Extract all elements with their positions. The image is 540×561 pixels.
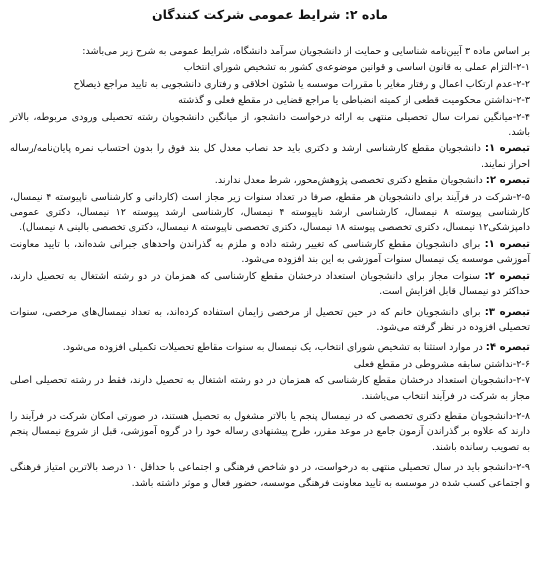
note-heading: تبصره ۱: xyxy=(484,238,530,250)
note-b-3 xyxy=(10,305,530,336)
document-body xyxy=(10,44,530,491)
clause-text: نداشتن سابقه مشروطی در مقطع فعلی xyxy=(353,358,513,370)
note-heading: تبصره ۱: xyxy=(484,143,531,155)
clause-number: ۲-۴- xyxy=(512,111,530,123)
note-b-4 xyxy=(10,340,530,355)
clause-text: دانشجویان استعداد درخشان مقطع کارشناسی که همزمان در دو رشته اشتغال به تحصیل دارند، فقط در رشته تحصیلی اصلی مجاز به شرکت در فرآیند انتخاب می‌باشند. xyxy=(10,375,530,402)
note-text: برای دانشجویان مقطع کارشناسی که تغییر رشته داده و ملزم به گذراندن واحدهای جبرانی شده‌اند، با تایید معاونت آموزشی موسسه یک نیمسال سنوات آموزشی به این بند افزوده می‌شود. xyxy=(10,238,530,266)
clause-2-4 xyxy=(10,110,530,141)
clause-2-5 xyxy=(10,190,530,236)
note-heading: تبصره ۳: xyxy=(484,306,530,318)
note-a-1 xyxy=(10,141,530,172)
clause-2-1 xyxy=(10,60,530,75)
note-text: دانشجویان مقطع دکتری تخصصی پژوهش‌محور، شرط معدل ندارند. xyxy=(214,175,483,187)
note-text: در موارد استثنا به تشخیص شورای انتخاب، یک نیمسال به سنوات مقاطع تحصیلات تکمیلی افزوده می‌شود. xyxy=(62,342,483,354)
clause-text: دانشجو باید در سال تحصیلی منتهی به درخواست، در دو شاخص فرهنگی و اجتماعی با حداقل ۱۰ درصد بالاترین امتیاز فرهنگی و اجتماعی کسب شده در موسسه به تایید معاونت فرهنگی موسسه، حضور فعال و موثر داشته باشد. xyxy=(10,462,530,489)
clause-number: ۲-۲- xyxy=(512,78,530,90)
clause-2-2 xyxy=(10,77,530,92)
clause-number: ۲-۷- xyxy=(512,375,530,387)
clause-text: دانشجویان مقطع دکتری تخصصی که در نیمسال پنجم یا بالاتر مشغول به تحصیل هستند، در صورتی امکان شرکت در فرآیند را دارند که علاوه بر گذراندن آزمون جامع در موعد مقرر، طرح پیشنهادی رساله خود را در گروه آموزشی، قبل از شروع نیمسال پنجم به تصویب رسانده باشند. xyxy=(10,410,530,453)
clause-number: ۲-۶- xyxy=(512,358,530,370)
clause-2-9 xyxy=(10,460,530,491)
clause-text: نداشتن محکومیت قطعی از کمیته انضباطی یا مراجع قضایی در مقطع فعلی و گذشته xyxy=(178,95,513,107)
clause-number: ۲-۱- xyxy=(512,62,530,74)
article-title: ماده ۲: شرایط عمومی شرکت کنندگان xyxy=(151,7,389,22)
clause-text: شرکت در فرآیند برای دانشجویان هر مقطع، صرفا در تعداد سنوات زیر مجاز است (کاردانی و کارشناسی ناپیوسته ۴ نیمسال، کارشناسی پیوسته ۸ نیمسال، کارشناسی ارشد ناپیوسته ۴ نیمسال، کارشناسی ارشد پیوسته ۱۲ نیمسال، دکتری عمومی دامپزشکی۱۲ نیمسال، دکتری تخصصی پیوسته ۱۸ نیمسال، دکتری تخصصی ناپیوسته ۸ نیمسال، دکتری تخصصی بالینی ۸ نیمسال). xyxy=(10,191,530,234)
clause-2-3 xyxy=(10,93,530,108)
note-heading: تبصره ۴: xyxy=(485,342,530,354)
clause-number: ۲-۸- xyxy=(512,410,530,422)
note-text: برای دانشجویان خانم که در حین تحصیل از مرخصی زایمان استفاده کرده‌اند، به تعداد نیمسال‌های مرخصی، سنوات تحصیلی افزوده در نظر گرفته می‌شود. xyxy=(10,306,530,333)
clause-2-6 xyxy=(10,357,530,372)
clause-number: ۲-۹- xyxy=(512,462,530,474)
note-b-2 xyxy=(10,269,530,300)
clause-2-7 xyxy=(10,373,530,404)
intro-paragraph: بر اساس ماده ۳ آیین‌نامه شناسایی و حمایت از دانشجویان سرآمد دانشگاه، شرایط عمومی به شرح زیر می‌باشد: xyxy=(82,46,530,57)
clause-number: ۲-۳- xyxy=(512,95,530,107)
note-b-1 xyxy=(10,237,530,268)
clause-text: میانگین نمرات سال تحصیلی منتهی به ارائه درخواست دانشجو، از میانگین دانشجویان رشته تحصیلی ورودی مربوطه، بالاتر باشد. xyxy=(10,111,530,139)
note-text: سنوات مجاز برای دانشجویان استعداد درخشان مقطع کارشناسی که همزمان در دو رشته اشتغال به تحصیل دارند، حداکثر دو نیمسال قابل افزایش است. xyxy=(10,270,530,298)
note-a-2 xyxy=(10,173,530,188)
note-heading: تبصره ۲: xyxy=(484,270,530,282)
clause-number: ۲-۵- xyxy=(512,191,530,203)
clause-2-8 xyxy=(10,409,530,455)
note-heading: تبصره ۲: xyxy=(485,175,530,187)
clause-text: عدم ارتکاب اعمال و رفتار مغایر با مقررات موسسه یا شئون اخلاقی و رفتاری دانشجویی به تایید مراجع ذیصلاح xyxy=(73,78,513,90)
note-text: دانشجویان مقطع کارشناسی ارشد و دکتری باید حد نصاب معدل کل بند فوق را بدون احتساب نمره پایان‌نامه/رساله احراز نمایند. xyxy=(10,143,530,170)
clause-text: التزام عملی به قانون اساسی و قوانین موضوعه‌ی کشور به تشخیص شورای انتخاب xyxy=(183,62,513,74)
